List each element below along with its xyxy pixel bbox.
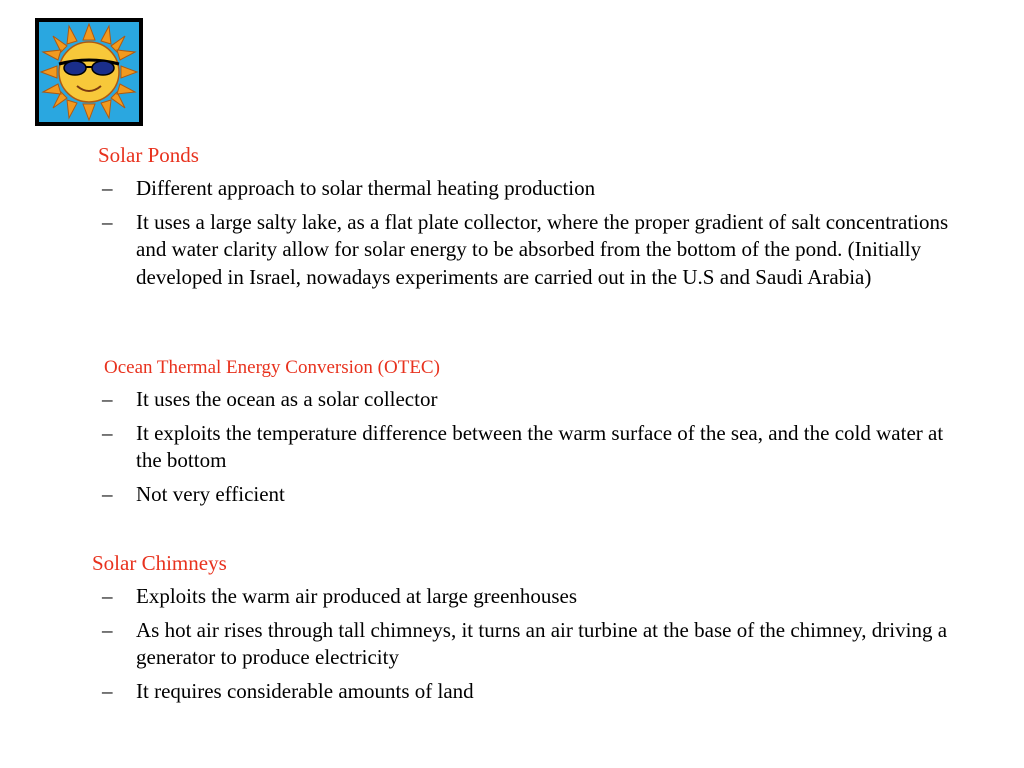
bullet-text: Not very efficient [136,481,285,506]
bullet-text: Exploits the warm air produced at large greenhouses [136,584,578,608]
bullet-text: It requires considerable amounts of land [136,678,474,703]
list-item [102,617,962,672]
section-heading-otec: Ocean Thermal Energy Conversion (OTEC) [104,357,440,378]
list-item [102,678,962,706]
bullet-text: It exploits the temperature difference between the warm surface of the sea, and the cold water at the bottom [136,420,944,472]
section-heading-solar-ponds: Solar Ponds [98,143,199,167]
list-item [102,583,962,611]
bullet-dash: – [102,387,113,411]
bullet-dash: – [102,678,113,703]
bullet-dash: – [102,176,113,200]
list-item [102,209,962,292]
bullet-dash: – [102,481,113,506]
bullet-dash: – [102,209,113,234]
section-heading-solar-chimneys: Solar Chimneys [92,551,227,575]
list-item [102,386,962,414]
bullet-dash: – [102,617,113,642]
sun-with-sunglasses-icon [33,16,145,128]
list-item [102,420,962,475]
bullet-list-solar-chimneys [102,583,962,711]
bullet-dash: – [102,420,113,445]
bullet-dash: – [102,584,113,608]
bullet-text: It uses a large salty lake, as a flat plate collector, where the proper gradient of salt concentrations and water clarity allow for solar energy to be absorbed from the bottom of the pond. (Initially developed in Israel, nowadays experiments are carried out in the U.S and Saudi Arabia) [136,209,949,289]
bullet-text: Different approach to solar thermal heating production [136,176,596,200]
bullet-text: As hot air rises through tall chimneys, it turns an air turbine at the base of the chimney, driving a generator to produce electricity [136,617,948,669]
bullet-text: It uses the ocean as a solar collector [136,387,438,411]
list-item [102,481,962,509]
bullet-list-otec [102,386,962,514]
list-item [102,175,962,203]
bullet-list-solar-ponds [102,175,962,297]
